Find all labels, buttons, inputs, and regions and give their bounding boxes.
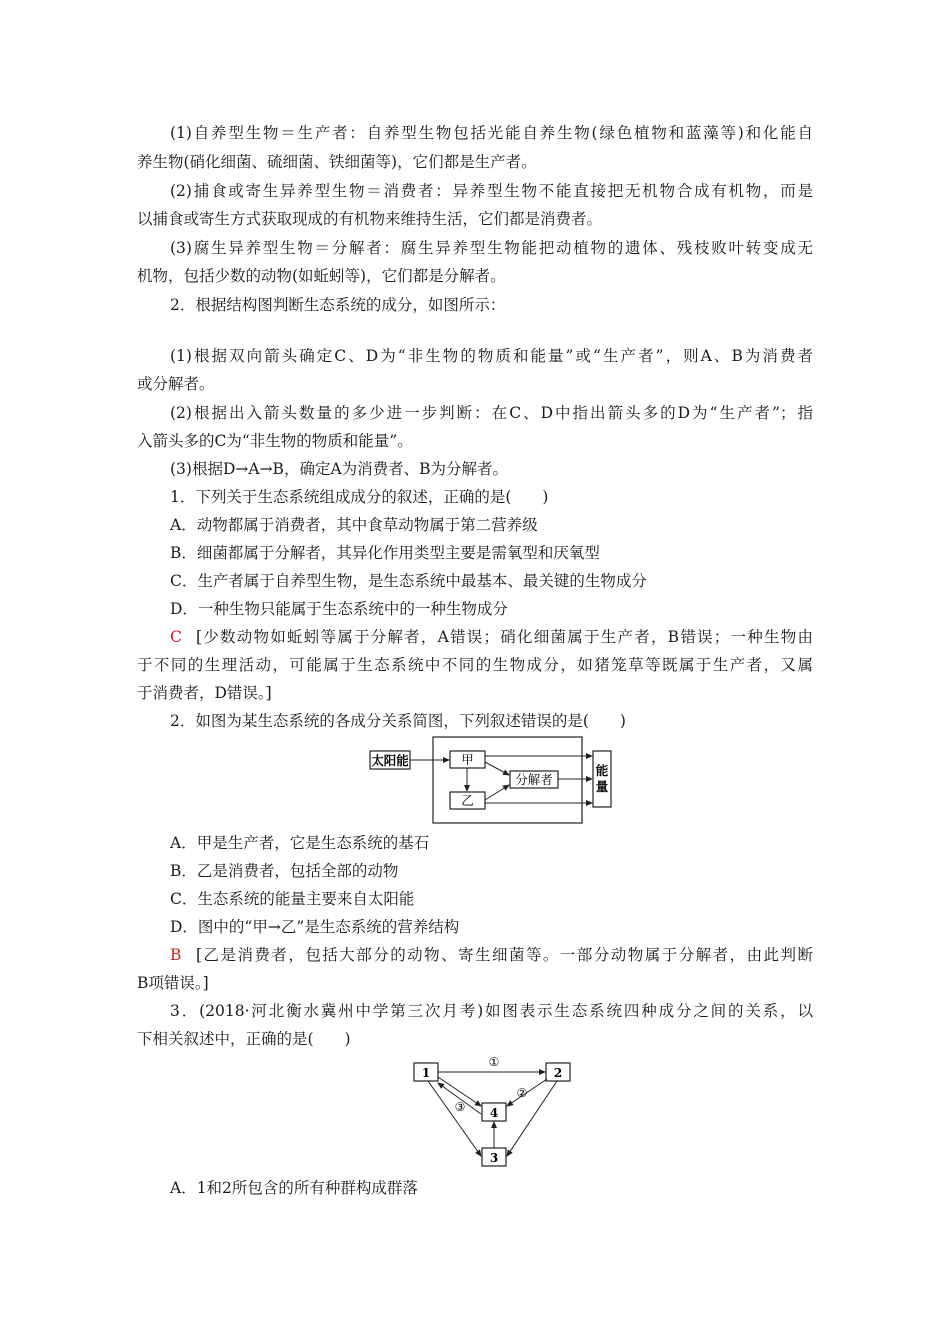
paragraph-rule2-line1: (2)根据出入箭头数量的多少进一步判断：在C、D中指出箭头多的D为“生产者”；指: [170, 404, 813, 422]
node-3-label: 3: [489, 1151, 499, 1165]
paragraph-decomposer-line2: 机物，包括少数的动物(如蚯蚓等)，它们都是分解者。: [137, 267, 506, 285]
q3-option-a: A．1和2所包含的所有种群构成群落: [170, 1179, 418, 1197]
paragraph-autotroph-line1: (1)自养型生物＝生产者：自养型生物包括光能自养生物(绿色植物和蓝藻等)和化能自: [170, 124, 813, 142]
q1-option-c: C．生产者属于自养型生物，是生态系统中最基本、最关键的生物成分: [170, 572, 647, 590]
sun-energy-label: 太阳能: [371, 753, 409, 768]
energy-label-2: 量: [595, 779, 609, 794]
arrow-1-to-3: [428, 1081, 481, 1156]
node-2-label: 2: [553, 1066, 563, 1080]
q2-ecosystem-diagram: [360, 733, 620, 828]
paragraph-decomposer-line1: (3)腐生异养型生物＝分解者：腐生异养型生物能把动植物的遗体、残枝败叶转变成无: [170, 239, 813, 257]
q3-stem-line2: 下相关叙述中，正确的是( ): [137, 1030, 351, 1048]
arrow-yi-to-decomposer: [485, 785, 509, 800]
q1-option-a: A．动物都属于消费者，其中食草动物属于第二营养级: [170, 516, 538, 534]
q3-stem-line1: 3．(2018·河北衡水冀州中学第三次月考)如图表示生态系统四种成分之间的关系，以: [170, 1002, 813, 1020]
jia-label: 甲: [461, 752, 474, 767]
paragraph-rule1-line2: 或分解者。: [137, 375, 215, 393]
arrow-2-to-3: [507, 1081, 557, 1156]
q1-option-d: D．一种生物只能属于生态系统中的一种生物成分: [170, 600, 508, 618]
paragraph-autotroph-line2: 养生物(硝化细菌、硫细菌、铁细菌等)，它们都是生产者。: [137, 153, 537, 171]
node-4-label: 4: [489, 1106, 499, 1120]
q1-explanation-line1: [少数动物如蚯蚓等属于分解者，A错误；硝化细菌属于生产者，B错误；一种生物由: [196, 628, 813, 646]
q1-option-b: B．细菌都属于分解者，其异化作用类型主要是需氧型和厌氧型: [170, 544, 600, 562]
yi-label: 乙: [461, 793, 474, 808]
node-1-label: 1: [421, 1066, 431, 1080]
q2-stem: 2．如图为某生态系统的各成分关系简图，下列叙述错误的是( ): [170, 712, 626, 730]
paragraph-structure-heading: 2．根据结构图判断生态系统的成分，如图所示：: [170, 296, 506, 314]
q2-option-d: D．图中的“甲→乙”是生态系统的营养结构: [170, 918, 460, 936]
q2-answer: B: [170, 946, 182, 964]
q2-explanation-line2: B项错误。]: [137, 974, 209, 992]
q2-option-a: A．甲是生产者，它是生态系统的基石: [170, 834, 430, 852]
q1-explanation-line3: 于消费者，D错误。]: [137, 684, 272, 702]
label-circle-1: ①: [488, 1055, 500, 1069]
arrow-jia-to-decomposer: [485, 762, 509, 775]
paragraph-rule3: (3)根据D→A→B，确定A为消费者、B为分解者。: [170, 460, 509, 478]
q1-explanation-line2: 于不同的生理活动，可能属于生态系统中不同的生物成分，如猪笼草等既属于生产者，又属: [137, 656, 813, 674]
energy-label-1: 能: [595, 763, 609, 778]
paragraph-consumer-line1: (2)捕食或寄生异养型生物＝消费者：异养型生物不能直接把无机物合成有机物，而是: [170, 182, 813, 200]
paragraph-rule2-line2: 入箭头多的C为“非生物的物质和能量”。: [137, 432, 413, 450]
decomposer-label: 分解者: [515, 772, 553, 787]
ecosystem-outer-frame: [433, 737, 582, 823]
paragraph-rule1-line1: (1)根据双向箭头确定C、D为“非生物的物质和能量”或“生产者”，则A、B为消费者: [170, 347, 813, 365]
q1-answer: C: [170, 628, 182, 646]
q3-four-component-diagram: [400, 1052, 585, 1174]
label-circle-2: ②: [516, 1086, 528, 1100]
paragraph-consumer-line2: 以捕食或寄生方式获取现成的有机物来维持生活，它们都是消费者。: [137, 210, 603, 228]
q2-explanation-line1: [乙是消费者，包括大部分的动物、寄生细菌等。一部分动物属于分解者，由此判断: [196, 946, 813, 964]
label-circle-3: ③: [454, 1100, 466, 1114]
q2-option-c: C．生态系统的能量主要来自太阳能: [170, 890, 415, 908]
q1-stem: 1．下列关于生态系统组成成分的叙述，正确的是( ): [170, 488, 549, 506]
q2-option-b: B．乙是消费者，包括全部的动物: [170, 862, 399, 880]
